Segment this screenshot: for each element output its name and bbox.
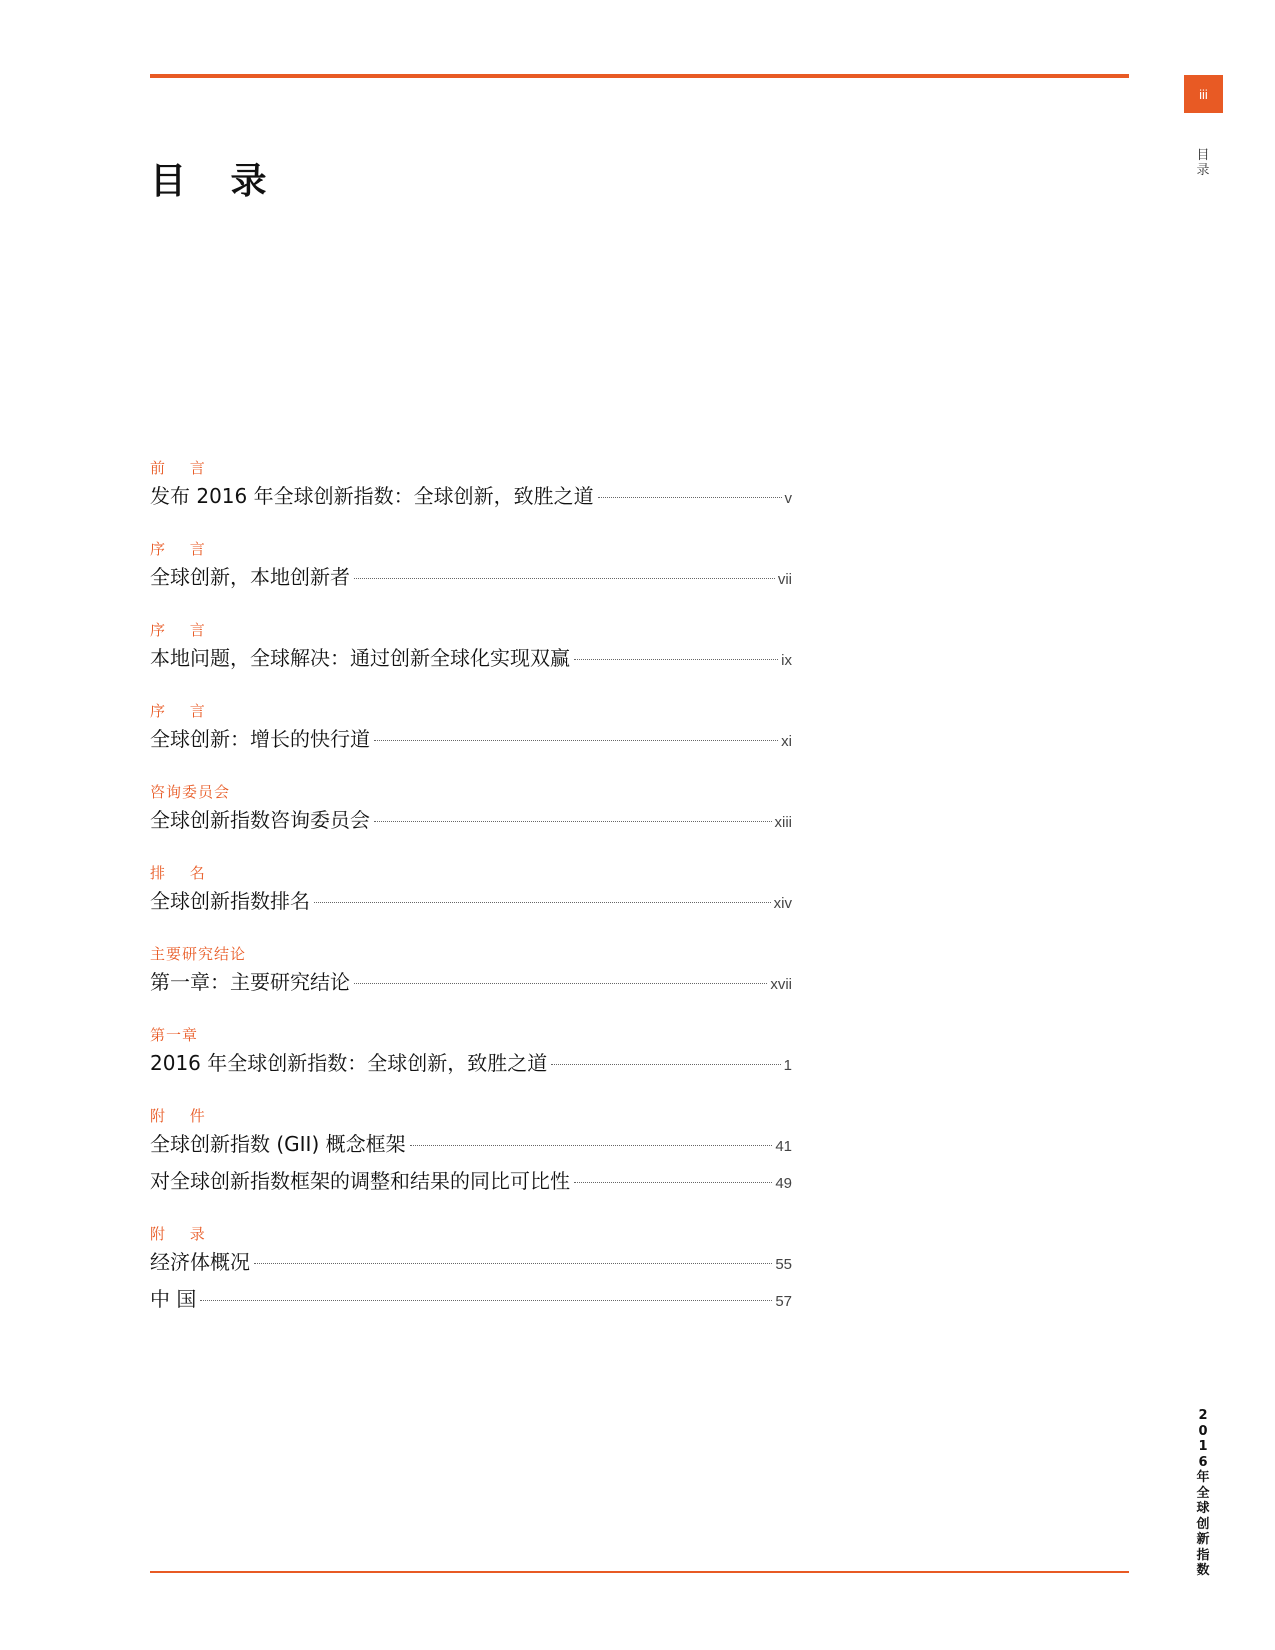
toc-entry-title: 2016 年全球创新指数：全球创新，致胜之道: [150, 1051, 548, 1075]
toc-section: [150, 863, 792, 920]
toc-entry[interactable]: [150, 721, 792, 758]
toc-section: [150, 701, 792, 758]
toc-section-label: 序 言: [150, 540, 215, 558]
toc-entry-title: 对全球创新指数框架的调整和结果的同比可比性: [150, 1169, 570, 1193]
toc-entry[interactable]: [150, 478, 792, 515]
toc-section-label: 序 言: [150, 702, 215, 720]
toc-section-label: 主要研究结论: [150, 945, 247, 963]
toc-entry-page-number: xvii: [770, 976, 792, 993]
toc-entry-page-number: v: [784, 490, 792, 507]
toc-section: [150, 1025, 792, 1082]
top-orange-rule: [150, 74, 1129, 78]
toc-entry[interactable]: [150, 640, 792, 677]
toc-entry-title: 全球创新：增长的快行道: [150, 727, 370, 751]
toc-entry-title: 全球创新指数咨询委员会: [150, 808, 370, 832]
dot-leader: [574, 1181, 772, 1183]
toc-section: [150, 944, 792, 1001]
table-of-contents: [150, 458, 792, 1342]
toc-section-label: 附 件: [150, 1107, 215, 1125]
toc-entry-page-number: 41: [775, 1138, 792, 1155]
toc-entry[interactable]: [150, 964, 792, 1001]
page-number: iii: [1199, 86, 1208, 102]
dot-leader: [354, 982, 767, 984]
bottom-orange-rule: [150, 1571, 1129, 1573]
toc-entry-page-number: 1: [783, 1057, 792, 1074]
toc-entry-title: 本地问题，全球解决：通过创新全球化实现双赢: [150, 646, 570, 670]
toc-entry[interactable]: [150, 1126, 792, 1163]
side-report-label: 2016年全球创新指数: [1196, 1408, 1210, 1578]
toc-entry-page-number: xiv: [773, 895, 792, 912]
dot-leader: [200, 1299, 772, 1301]
dot-leader: [254, 1262, 772, 1264]
toc-section-label: 前 言: [150, 459, 215, 477]
toc-section: [150, 782, 792, 839]
side-section-label: 目录: [1196, 148, 1210, 178]
toc-entry-title: 第一章：主要研究结论: [150, 970, 350, 994]
dot-leader: [374, 820, 772, 822]
dot-leader: [314, 901, 771, 903]
dot-leader: [354, 577, 775, 579]
toc-entry-page-number: 57: [775, 1293, 792, 1310]
toc-section: [150, 1224, 792, 1318]
toc-entry[interactable]: [150, 1163, 792, 1200]
toc-entry-page-number: ix: [781, 652, 792, 669]
toc-entry[interactable]: [150, 1281, 792, 1318]
toc-section: [150, 1106, 792, 1200]
toc-section-label: 咨询委员会: [150, 783, 231, 801]
toc-section-label: 序 言: [150, 621, 215, 639]
toc-entry[interactable]: [150, 802, 792, 839]
toc-section: [150, 458, 792, 515]
toc-section: [150, 539, 792, 596]
dot-leader: [598, 496, 782, 498]
toc-section-label: 排 名: [150, 864, 215, 882]
dot-leader: [374, 739, 778, 741]
dot-leader: [410, 1144, 773, 1146]
toc-entry-page-number: vii: [777, 571, 792, 588]
toc-entry-title: 全球创新指数 (GII) 概念框架: [150, 1132, 406, 1156]
toc-entry-title: 经济体概况: [150, 1250, 250, 1274]
toc-entry[interactable]: [150, 883, 792, 920]
toc-entry[interactable]: [150, 559, 792, 596]
toc-entry-title: 全球创新指数排名: [150, 889, 310, 913]
dot-leader: [551, 1063, 780, 1065]
toc-entry[interactable]: [150, 1045, 792, 1082]
dot-leader: [574, 658, 778, 660]
toc-entry-title: 发布 2016 年全球创新指数：全球创新，致胜之道: [150, 484, 594, 508]
toc-section-label: 附 录: [150, 1225, 215, 1243]
toc-entry-page-number: xiii: [774, 814, 792, 831]
toc-entry-page-number: xi: [781, 733, 792, 750]
toc-entry-title: 全球创新，本地创新者: [150, 565, 350, 589]
page-number-badge: [1184, 75, 1223, 113]
toc-entry-page-number: 49: [775, 1175, 792, 1192]
toc-entry-page-number: 55: [775, 1256, 792, 1273]
page-title: 目 录: [150, 161, 283, 203]
toc-entry-title: 中 国: [150, 1287, 197, 1311]
toc-section: [150, 620, 792, 677]
toc-entry[interactable]: [150, 1244, 792, 1281]
toc-section-label: 第一章: [150, 1026, 199, 1044]
